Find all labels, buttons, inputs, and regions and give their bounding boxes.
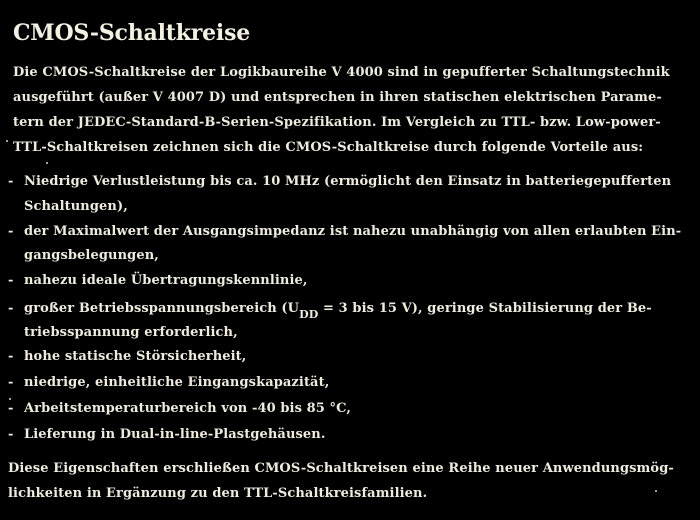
bullet-dash-2: - [8, 224, 14, 239]
bullet-dash-6: - [8, 375, 14, 390]
dust-speck [6, 140, 8, 142]
bullet-dash-3: - [8, 273, 14, 288]
dust-speck [46, 162, 48, 164]
bullet-8: Lieferung in Dual-in-line-Plastgehäusen. [24, 427, 326, 442]
intro-line-3: tern der JEDEC-Standard-B-Serien-Spezifikation. Im Vergleich zu TTL- bzw. Low-power- [13, 115, 661, 130]
bullet-dash-1: - [8, 174, 14, 189]
bullet-dash-7: - [8, 401, 14, 416]
intro-line-1: Die CMOS-Schaltkreise der Logikbaureihe V 4000 sind in gepufferter Schaltungstechnik [13, 65, 670, 80]
intro-line-4: TTL-Schaltkreisen zeichnen sich die CMOS-Schaltkreise durch folgende Vorteile aus: [13, 140, 644, 155]
bullet-4-post: = 3 bis 15 V), geringe Stabilisierung der Be- [318, 301, 652, 316]
bullet-3: nahezu ideale Übertragungskennlinie, [24, 273, 308, 288]
bullet-6: niedrige, einheitliche Eingangskapazität, [24, 375, 330, 390]
bullet-dash-5: - [8, 349, 14, 364]
bullet-4-subscript: DD [299, 308, 319, 321]
bullet-4-line-1 [24, 301, 652, 321]
bullet-1-line-2: Schaltungen), [24, 199, 128, 214]
bullet-4-pre: großer Betriebsspannungsbereich (U [24, 301, 300, 316]
bullet-7: Arbeitstemperaturbereich von -40 bis 85 °C, [24, 401, 351, 416]
bullet-4-line-2: triebsspannung erforderlich, [24, 325, 238, 340]
closing-line-1: Diese Eigenschaften erschließen CMOS-Schaltkreisen eine Reihe neuer Anwendungsmög- [8, 461, 674, 476]
bullet-1-line-1: Niedrige Verlustleistung bis ca. 10 MHz (ermöglicht den Einsatz in batteriegepufferten [24, 174, 672, 189]
bullet-dash-8: - [8, 427, 14, 442]
dust-speck [655, 490, 657, 492]
bullet-2-line-2: gangsbelegungen, [24, 248, 159, 263]
bullet-dash-4: - [8, 301, 14, 316]
intro-line-2: ausgeführt (außer V 4007 D) und entsprechen in ihren statischen elektrischen Parame- [13, 90, 662, 105]
bullet-2-line-1: der Maximalwert der Ausgangsimpedanz ist nahezu unabhängig von allen erlaubten Ein- [24, 224, 682, 239]
closing-line-2: lichkeiten in Ergänzung zu den TTL-Schaltkreisfamilien. [8, 486, 428, 501]
dust-speck [9, 398, 11, 400]
page-title: CMOS-Schaltkreise [13, 20, 251, 46]
bullet-5: hohe statische Störsicherheit, [24, 349, 247, 364]
